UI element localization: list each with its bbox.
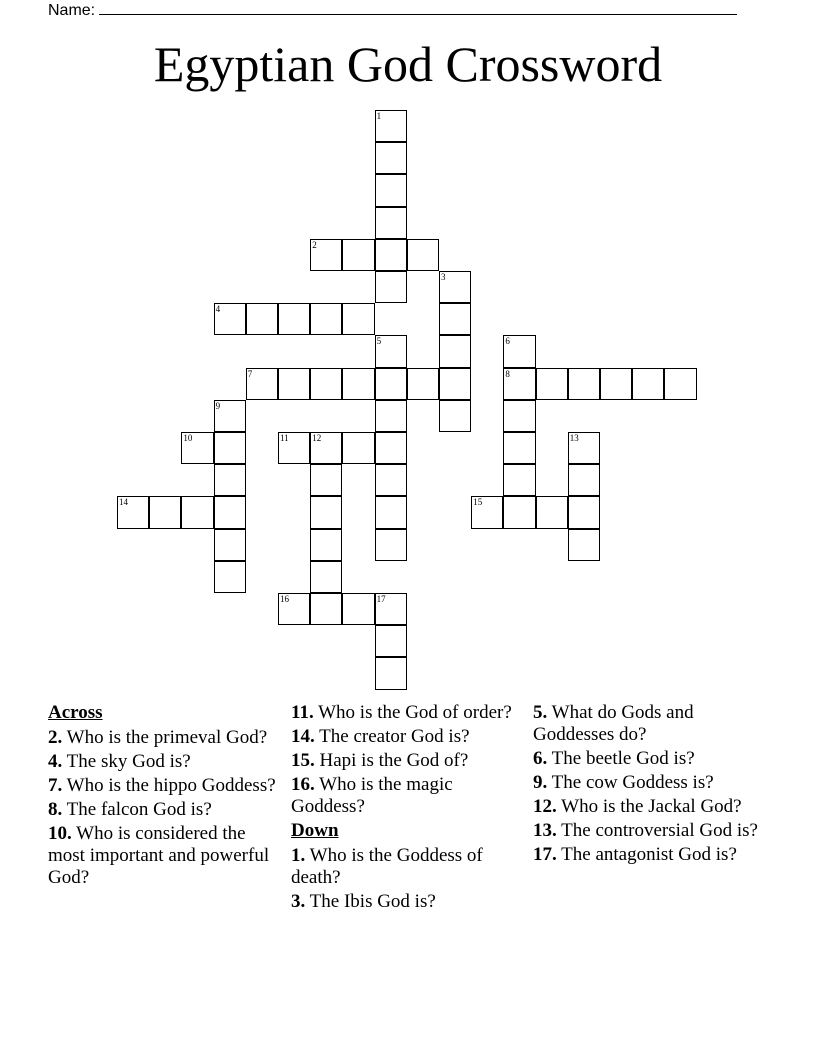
cell-number: 17 [376,594,386,604]
grid-cell[interactable] [181,496,213,528]
clue-across-2: 2. Who is the primeval God? [48,727,268,748]
grid-cell[interactable] [375,625,407,657]
grid-cell[interactable] [342,303,374,335]
grid-cell[interactable] [310,239,342,271]
clue-across-8: 8. The falcon God is? [48,799,212,820]
cell-number: 6 [505,336,510,347]
cell-number: 13 [569,433,579,443]
grid-cell[interactable] [568,529,600,561]
grid-cell[interactable] [214,303,246,335]
grid-cell[interactable] [568,432,600,464]
cell-number: 4 [215,304,221,315]
grid-cell[interactable] [471,496,503,528]
clue-across-16: 16. Who is the magic Goddess? [291,774,453,817]
page-title: Egyptian God Crossword [153,36,663,92]
grid-cell[interactable] [214,496,246,528]
cell-number: 7 [247,368,253,379]
clue-down-9: 9. The cow Goddess is? [533,772,714,793]
grid-cell[interactable] [536,368,568,400]
grid-cell[interactable] [375,464,407,496]
grid-cell[interactable] [503,432,535,464]
grid-cell[interactable] [568,496,600,528]
cell-number: 11 [280,433,289,443]
cell-number: 5 [376,336,382,347]
grid-cell[interactable] [375,271,407,303]
grid-cell[interactable] [407,368,439,400]
grid-cell[interactable] [278,303,310,335]
across-heading: Across [48,702,103,723]
cell-number: 12 [312,433,322,443]
grid-cell[interactable] [375,207,407,239]
grid-cell[interactable] [342,368,374,400]
clue-down-5: 5. What do Gods and Goddesses do? [533,702,694,745]
grid-cell[interactable] [664,368,696,400]
grid-cell[interactable] [149,496,181,528]
grid-cell[interactable] [503,368,535,400]
cell-number: 1 [376,111,382,121]
grid-cell[interactable] [375,593,407,625]
clue-across-11: 11. Who is the God of order? [291,702,512,723]
clue-across-14: 14. The creator God is? [291,726,470,747]
clues-column-2 [291,702,523,915]
grid-cell[interactable] [214,432,246,464]
cell-number: 3 [441,272,446,282]
grid-cell[interactable] [310,464,342,496]
grid-cell[interactable] [342,593,374,625]
grid-cell[interactable] [503,464,535,496]
grid-cell[interactable] [310,593,342,625]
grid-cell[interactable] [342,239,374,271]
grid-cell[interactable] [375,400,407,432]
grid-cell[interactable] [246,303,278,335]
clue-across-7: 7. Who is the hippo Goddess? [48,775,276,796]
grid-cell[interactable] [439,335,471,367]
grid-cell[interactable] [181,432,213,464]
grid-cell[interactable] [310,561,342,593]
grid-cell[interactable] [375,529,407,561]
clues-column-3 [533,702,765,868]
clue-down-17: 17. The antagonist God is? [533,844,737,865]
grid-cell[interactable] [375,239,407,271]
grid-cell[interactable] [439,271,471,303]
clues-column-1 [48,702,280,891]
grid-cell[interactable] [439,303,471,335]
down-heading: Down [291,820,339,841]
clue-across-4: 4. The sky God is? [48,751,191,772]
grid-cell[interactable] [117,496,149,528]
cell-number: 10 [183,433,193,443]
clue-down-12: 12. Who is the Jackal God? [533,796,742,817]
cell-number: 9 [215,400,221,411]
grid-cell[interactable] [375,335,407,367]
grid-cell[interactable] [214,561,246,593]
cell-number: 14 [119,497,128,508]
clue-down-13: 13. The controversial God is? [533,820,758,841]
grid-cell[interactable] [375,496,407,528]
grid-cell[interactable] [407,239,439,271]
grid-cell[interactable] [632,368,664,400]
clue-across-15: 15. Hapi is the God of? [291,750,469,771]
grid-cell[interactable] [375,432,407,464]
grid-cell[interactable] [278,593,310,625]
grid-cell[interactable] [310,529,342,561]
clue-down-6: 6. The beetle God is? [533,748,695,769]
grid-cell[interactable] [503,400,535,432]
grid-cell[interactable] [375,142,407,174]
name-label: Name: [48,2,96,19]
grid-cell[interactable] [214,529,246,561]
clue-across-10: 10. Who is considered the most important and powerful God? [48,823,270,888]
grid-cell[interactable] [439,400,471,432]
grid-cell[interactable] [214,464,246,496]
grid-cell[interactable] [310,496,342,528]
grid-cell[interactable] [375,657,407,689]
grid-cell[interactable] [375,110,407,142]
grid-cell[interactable] [503,496,535,528]
grid-cell[interactable] [600,368,632,400]
clue-down-3: 3. The Ibis God is? [291,891,436,912]
grid-cell[interactable] [278,368,310,400]
grid-cell[interactable] [278,432,310,464]
grid-cell[interactable] [568,464,600,496]
grid-cell[interactable] [342,432,374,464]
grid-cell[interactable] [568,368,600,400]
grid-cell[interactable] [310,303,342,335]
cell-number: 15 [473,497,483,508]
grid-cell[interactable] [536,496,568,528]
grid-cell[interactable] [310,368,342,400]
grid-cell[interactable] [375,368,407,400]
grid-cell[interactable] [310,432,342,464]
grid-cell[interactable] [214,400,246,432]
clue-down-1: 1. Who is the Goddess of death? [291,845,483,888]
cell-number: 2 [312,239,317,250]
grid-cell[interactable] [439,368,471,400]
grid-cell[interactable] [246,368,278,400]
cell-number: 16 [280,594,289,604]
grid-cell[interactable] [375,174,407,206]
grid-cell[interactable] [503,335,535,367]
cell-number: 8 [505,368,510,379]
